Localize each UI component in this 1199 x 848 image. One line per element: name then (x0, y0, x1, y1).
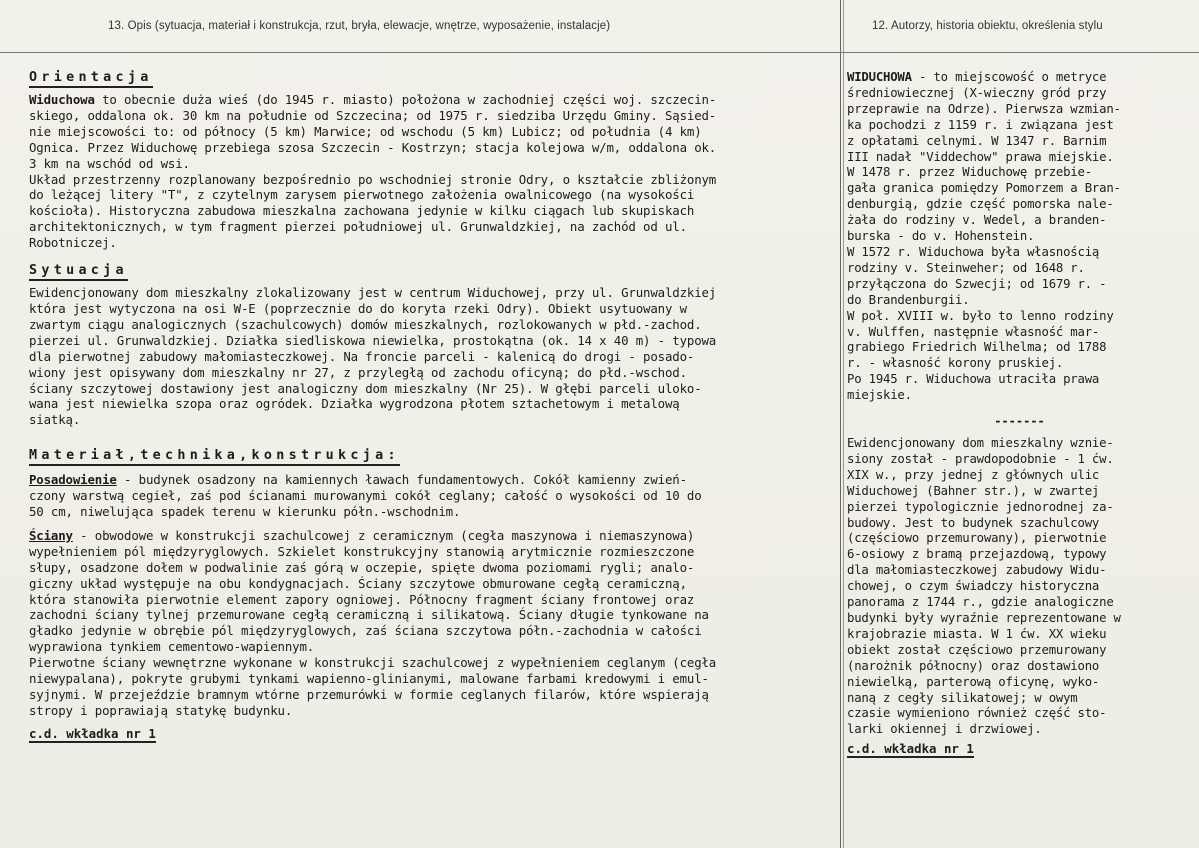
section-title-material: Materiał,technika,konstrukcja: (29, 448, 400, 466)
continuation-note-right: c.d. wkładka nr 1 (847, 741, 974, 757)
section-title-orientacja: Orientacja (29, 70, 153, 88)
paragraph-history (847, 70, 1192, 404)
paragraph-text: - obwodowe w konstrukcji szachulcowej z ceramicznym (cegła maszynowa i niemaszynowa) wypełnieniem pól międzyryglowych. Szkielet konstrukcyjny stanowią arytmicznie rozmieszczone słupy, osadzone dołem w podwalinie zaś górą w oczepie, spięte dwoma poziomami rygli; analo- giczny układ występuje na obu kondygnacjach. Ściany szczytowe obmurowane cegłą ceramiczną, która stanowiła pierwotnie element zapory ogniowej. Północny fragment ściany frontowej oraz zachodni ściany tylnej przemurowane cegłą ceramiczną i silikatową. Ściany długie tynkowane na gładko jedynie w obrębie pól międzyryglowych, zaś ściana szczytowa półn.-zachodnia w całości wyprawiona tynkiem cementowo-wapiennym. Pierwotne ściany wewnętrzne wykonane w konstrukcji szachulcowej z wypełnieniem ceglanym (cegła niewypalana), pokryte grubymi tynkami wapienno-glinianymi, malowane farbami kredowymi i emul- syjnymi. W przejeździe bramnym wtórne przemurówki w formie ceglanych filarów, które wspierają stropy i poprawiają statykę budynku. (29, 527, 717, 718)
paragraph-text: - to miejscowość o metryce średniowiecznej (X-wieczny gród przy przeprawie na Odrze). Pierwsza wzmian- ka pochodzi z 1159 r. i związana jest z opłatami celnymi. W 1347 r. Barnim III nadał "Viddechow" prawa miejskie. W 1478 r. przez Widuchowę przebie- gała granica pomiędzy Pomorzem a Bran- denburgią, gdzie część pomorska nale- żała do rodziny v. Wedel, a branden- burska - do v. Hohenstein. W 1572 r. Widuchowa była własnością rodziny v. Steinweher; od 1648 r. przyłączona do Szwecji; od 1679 r. - do Brandenburgii. W poł. XVIII w. było to lenno rodziny v. Wulffen, następnie własność mar- grabiego Friedrich Wilhelma; od 1788 r. - własność korony pruskiej. Po 1945 r. Widuchowa utraciła prawa miejskie. (847, 70, 1121, 403)
spacer (29, 251, 834, 259)
paragraph-sciany (29, 528, 834, 719)
header-description: 13. Opis (sytuacja, materiał i konstrukcja, rzut, bryła, elewacje, wnętrze, wyposażenie, instalacje) (108, 20, 611, 32)
history-column (847, 70, 1192, 758)
lead-widuchowa: WIDUCHOWA (847, 70, 912, 84)
lead-word: Widuchowa (29, 92, 95, 107)
header-history: 12. Autorzy, historia obiektu, określenia stylu (872, 20, 1103, 32)
column-divider-inner (843, 0, 844, 848)
paragraph-text: to obecnie duża wieś (do 1945 r. miasto) położona w zachodniej części woj. szczecin- skiego, oddalona ok. 30 km na południe od Szczecina; od 1975 r. siedziba Urzędu Gminy. Sąsied- nie miejscowości to: od północy (5 km) Marwice; od wschodu (5 km) Lubicz; od południa (4 km) Ognica. Przez Widuchowę przebiega szosa Szczecin - Kostrzyn; stacja kolejowa w/m, oddalona ok. 3 km na wschód od wsi. Układ przestrzenny rozplanowany bezpośrednio po wschodniej stronie Odry, o kształcie zbliżonym do leżącej litery "T", z czytelnym zarysem pierwotnego założenia owalnicowego (na wysokości kościoła). Historyczna zabudowa mieszkalna zachowana jedynie w kilku ciągach lub skupiskach architektonicznych, w tym fragment pierzei południowej ul. Grunwaldzkiej, na zachód od ul. Robotniczej. (29, 92, 717, 251)
description-column (29, 66, 834, 743)
paragraph-sytuacja: Ewidencjonowany dom mieszkalny zlokalizowany jest w centrum Widuchowej, przy ul. Grunwaldzkiej która jest wytyczona na osi W-E (poprzecznie do do koryta rzeki Odry). Obiekt usytuowany w zwartym ciągu analogicznych (szachulcowych) domów mieszkalnych, rozlokowanych w płd.-zachod. pierzei ul. Grunwaldzkiej. Działka siedliskowa niewielka, prostokątna (ok. 14 x 40 m) - typowa dla pierwotnej zabudowy małomiasteczkowej. Na froncie parceli - kalenicą do drogi - posado- wiony jest opisywany dom mieszkalny nr 27, z przyległą od zachodu oficyną; do płd.-wschod. ściany szczytowej dostawiony jest analogiczny dom mieszkalny (Nr 25). W głębi parceli uloko- wana jest niewielka szopa oraz ogródek. Działka wygrodzona płotem sztachetowym i metalową siatką. (29, 285, 717, 428)
lead-posadowienie: Posadowienie (29, 472, 117, 488)
section-title-sytuacja: Sytuacja (29, 263, 128, 281)
column-divider (840, 0, 841, 848)
paragraph-posadowienie (29, 472, 834, 520)
paragraph-orientacja (29, 92, 834, 251)
spacer (29, 719, 834, 723)
spacer (29, 520, 834, 528)
continuation-note-left: c.d. wkładka nr 1 (29, 725, 156, 741)
spacer (29, 428, 834, 444)
paragraph-style: Ewidencjonowany dom mieszkalny wznie- siony został - prawdopodobnie - 1 ćw. XIX w., przy jednej z głównych ulic Widuchowej (Bahner str.), w zwartej pierzei typologicznie jednorodnej za- budowy. Jest to budynek szachulcowy (częściowo przemurowany), pierwotnie 6-osiowy z bramą przejazdową, typowy dla małomiasteczkowej zabudowy Widu- chowej, o czym świadczy historyczna panorama z 1744 r., gdzie analogiczne budynki były wyraźnie reprezentowane w krajobrazie miasta. W 1 ćw. XX wieku obiekt został częściowo przemurowany (narożnik północny) oraz dostawiono niewielką, parterową oficynę, wyko- naną z cegły silikatowej; w owym czasie wymieniono również część sto- larki okiennej i drzwiowej. (847, 436, 1121, 737)
lead-sciany: Ściany (29, 527, 73, 543)
separator-dashes: ------- (994, 414, 1045, 429)
paragraph-text: - budynek osadzony na kamiennych ławach fundamentowych. Cokół kamienny zwień- czony warstwą cegieł, zaś pod ścianami murowanymi cokół ceglany; całość o wysokości od 10 do 50 cm, niwelująca spadek terenu w kierunku półn.-wschodnim. (29, 472, 702, 520)
header-rule (0, 52, 1199, 53)
